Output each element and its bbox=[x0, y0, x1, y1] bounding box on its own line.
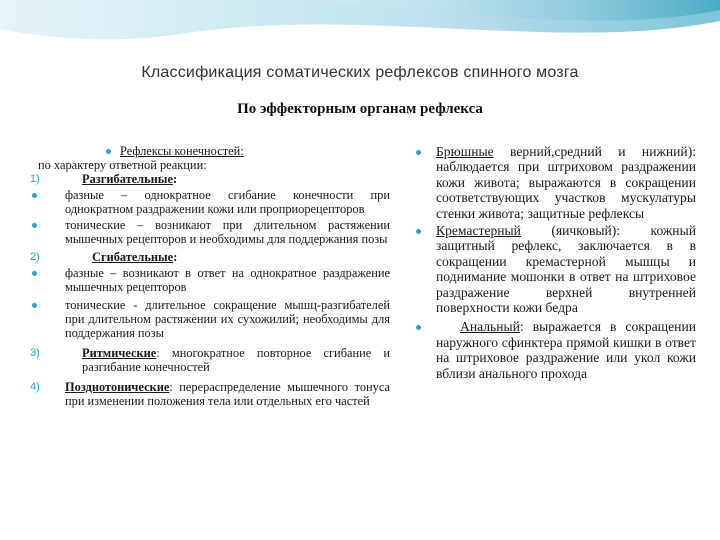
bullet-icon bbox=[32, 193, 37, 198]
flexor-tonic-text: тонические - длительное сокращение мышц-разгибателей при длительном растяжении их сухожилий; необходимы для поддержания позы bbox=[65, 298, 390, 340]
cremaster-reflex-text: Кремастерный (яичковый): кожный защитный рефлекс, заключается в в сокращении кремастерной мышцы и поднимание мошонки в ответ на штриховое раздражение верхней внутренней поверхности кожи бедра bbox=[436, 223, 696, 316]
right-column bbox=[414, 144, 696, 381]
list-item bbox=[30, 298, 390, 340]
list-number: 3) bbox=[30, 347, 40, 359]
list-item bbox=[414, 223, 696, 315]
slide-title: Классификация соматических рефлексов спинного мозга bbox=[141, 64, 579, 81]
bullet-icon bbox=[32, 223, 37, 228]
extensor-tonic-text: тонические – возникают при длительном растяжении мышечных рецепторов и необходимы для поддержания позы bbox=[65, 218, 390, 246]
extensor-phasic-text: фазные – однократное сгибание конечности при однократном раздражении кожи или проприорецепторов bbox=[65, 188, 390, 216]
list-item bbox=[414, 319, 696, 381]
bullet-icon bbox=[106, 149, 111, 154]
postural-item: 4) Позднотонические: перераспределение мышечного тонуса при изменении положения тела или отдельных его частей bbox=[30, 380, 390, 408]
bullet-icon bbox=[32, 271, 37, 276]
limb-reflexes-heading: Рефлексы конечностей: bbox=[30, 144, 390, 158]
left-column bbox=[30, 144, 390, 408]
list-number: 1) bbox=[30, 173, 40, 185]
rhythmic-item: 3) Ритмические: многократное повторное сгибание и разгибание конечностей bbox=[30, 346, 390, 374]
header-wave-decoration bbox=[0, 0, 720, 60]
limb-reflexes-intro: по характеру ответной реакции: bbox=[38, 158, 207, 172]
bullet-icon bbox=[416, 229, 421, 234]
flexor-phasic-text: фазные – возникают в ответ на однократное раздражение мышечных рецепторов bbox=[65, 266, 390, 294]
extensor-heading: 1) Разгибательные: bbox=[30, 172, 178, 186]
list-number: 4) bbox=[30, 381, 40, 393]
abdominal-reflex-text: Брюшные верний,средний и нижний): наблюдается при штриховом раздражении кожи живота; выражаются в сокращении соответствующих участков мускулатуры стенки живота; защитные рефлексы bbox=[436, 144, 696, 221]
bullet-icon bbox=[416, 150, 421, 155]
list-item bbox=[30, 218, 390, 246]
list-item bbox=[30, 266, 390, 294]
list-item bbox=[414, 144, 696, 221]
slide-subtitle: По эффекторным органам рефлекса bbox=[237, 101, 483, 117]
anal-reflex-text: Анальный: выражается в сокращении наружного сфинктера прямой кишки в ответ на штриховое раздражение или укол кожи вблизи анального прохода bbox=[436, 319, 696, 381]
list-item bbox=[30, 188, 390, 216]
flexor-heading: 2) Сгибательные: bbox=[30, 250, 178, 264]
bullet-icon bbox=[416, 325, 421, 330]
list-number: 2) bbox=[30, 251, 40, 263]
bullet-icon bbox=[32, 303, 37, 308]
